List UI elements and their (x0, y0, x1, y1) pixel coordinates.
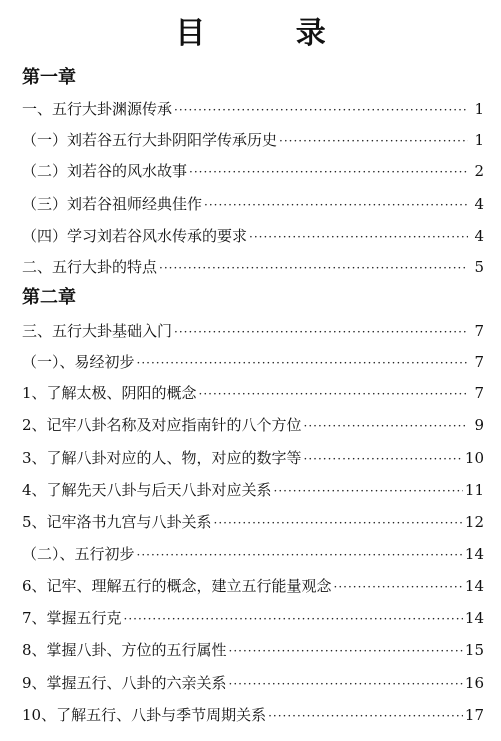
toc-entry-page: 9 (474, 416, 484, 434)
dot-leader (304, 415, 468, 437)
toc-entry-page: 7 (474, 384, 484, 402)
dot-leader (334, 576, 463, 598)
toc-entry[interactable] (22, 320, 484, 343)
toc-entry-page: 14 (464, 545, 484, 563)
toc-entry-label: （三）刘若谷祖师经典佳作 (22, 195, 203, 213)
toc-entry-label: 8、掌握八卦、方位的五行属性 (22, 641, 227, 659)
toc-entry[interactable] (22, 160, 484, 183)
toc-entry-page: 1 (474, 100, 484, 118)
toc-entry[interactable] (22, 672, 484, 695)
dot-leader (229, 640, 463, 662)
dot-leader (199, 383, 468, 405)
dot-leader (268, 705, 463, 727)
toc-entry[interactable] (22, 704, 484, 727)
toc-entry-page: 12 (464, 513, 484, 531)
toc-entry-page: 4 (474, 195, 484, 213)
toc-entry-label: 二、五行大卦的特点 (22, 258, 158, 276)
chapter-heading-2: 第二章 (22, 287, 76, 308)
toc-entry[interactable] (22, 639, 484, 662)
toc-entry-page: 1 (474, 131, 484, 149)
toc-entry-label: 三、五行大卦基础入门 (22, 322, 173, 340)
toc-entry-page: 14 (464, 609, 484, 627)
dot-leader (214, 512, 463, 534)
toc-entry[interactable] (22, 256, 484, 279)
toc-entry[interactable] (22, 607, 484, 630)
dot-leader (137, 544, 463, 566)
toc-entry[interactable] (22, 575, 484, 598)
toc-entry-label: 6、记牢、理解五行的概念，建立五行能量观念 (22, 577, 332, 595)
toc-entry[interactable] (22, 414, 484, 437)
toc-entry-page: 4 (474, 227, 484, 245)
toc-entry-page: 14 (464, 577, 484, 595)
dot-leader (249, 226, 468, 248)
dot-leader (137, 352, 468, 374)
toc-entry[interactable] (22, 543, 484, 566)
toc-entry-label: 2、记牢八卦名称及对应指南针的八个方位 (22, 416, 302, 434)
toc-entry-label: 5、记牢洛书九宫与八卦关系 (22, 513, 212, 531)
chapter-heading-1: 第一章 (22, 67, 76, 88)
toc-entry-label: 9、掌握五行、八卦的六亲关系 (22, 674, 227, 692)
toc-entry-label: 3、了解八卦对应的人、物，对应的数字等 (22, 449, 302, 467)
dot-leader (274, 480, 463, 502)
toc-entry-page: 5 (474, 258, 484, 276)
toc-entry-label: 一、五行大卦渊源传承 (22, 100, 173, 118)
toc-entry[interactable] (22, 351, 484, 374)
page-title: 目 录 (175, 16, 366, 51)
toc-entry-page: 7 (474, 322, 484, 340)
toc-entry[interactable] (22, 129, 484, 152)
toc-entry-label: 10、了解五行、八卦与季节周期关系 (22, 706, 267, 724)
toc-entry-page: 2 (474, 162, 484, 180)
toc-entry-label: 4、了解先天八卦与后天八卦对应关系 (22, 481, 272, 499)
toc-entry-label: （二）刘若谷的风水故事 (22, 162, 188, 180)
dot-leader (174, 321, 468, 343)
toc-entry-label: （二）、五行初步 (22, 545, 135, 563)
toc-entry[interactable] (22, 447, 484, 470)
toc-entry-page: 10 (464, 449, 484, 467)
toc-entry-label: （一）、易经初步 (22, 353, 135, 371)
dot-leader (124, 608, 463, 630)
toc-entry[interactable] (22, 382, 484, 405)
toc-entry-page: 16 (464, 674, 484, 692)
toc-entry-page: 11 (464, 481, 484, 499)
dot-leader (279, 130, 468, 152)
dot-leader (304, 448, 463, 470)
toc-entry[interactable] (22, 98, 484, 121)
toc-entry-page: 17 (464, 706, 484, 724)
toc-entry-label: 1、了解太极、阴阳的概念 (22, 384, 197, 402)
toc-entry[interactable] (22, 225, 484, 248)
dot-leader (189, 161, 468, 183)
toc-entry-page: 7 (474, 353, 484, 371)
toc-entry-label: （四）学习刘若谷风水传承的要求 (22, 227, 248, 245)
dot-leader (229, 673, 463, 695)
toc-entry-label: （一）刘若谷五行大卦阴阳学传承历史 (22, 131, 278, 149)
toc-entry-label: 7、掌握五行克 (22, 609, 122, 627)
dot-leader (159, 257, 468, 279)
dot-leader (204, 194, 468, 216)
toc-entry[interactable] (22, 479, 484, 502)
toc-entry-page: 15 (464, 641, 484, 659)
toc-entry[interactable] (22, 511, 484, 534)
toc-entry[interactable] (22, 193, 484, 216)
dot-leader (174, 99, 468, 121)
